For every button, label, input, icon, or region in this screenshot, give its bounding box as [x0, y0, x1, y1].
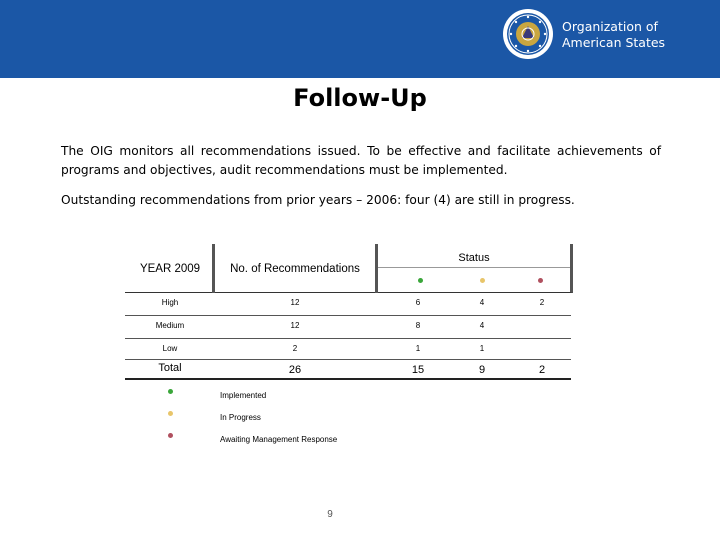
row-label: High	[161, 298, 179, 307]
status-in-progress-dot-icon	[480, 278, 485, 283]
row-status-1: 6	[415, 298, 421, 307]
total-status-1: 15	[411, 364, 425, 376]
row-status-2: 4	[479, 298, 485, 307]
row-count: 2	[292, 344, 298, 353]
legend-label: Implemented	[220, 391, 267, 400]
oas-seal-icon	[502, 8, 554, 60]
organization-name	[562, 19, 712, 51]
status-divider	[378, 267, 570, 268]
row-status-2: 4	[479, 321, 485, 330]
outstanding-paragraph: Outstanding recommendations from prior years – 2006: four (4) are still in progress.	[61, 193, 575, 207]
row-divider	[125, 378, 571, 380]
status-implemented-dot-icon	[418, 278, 423, 283]
status-awaiting-dot-icon	[538, 278, 543, 283]
row-divider	[125, 338, 571, 339]
intro-paragraph: The OIG monitors all recommendations issued. To be effective and facilitate achievements of programs and objectives, audit recommendations must be implemented.	[61, 144, 661, 177]
total-status-2: 9	[478, 364, 486, 376]
row-divider	[125, 315, 571, 316]
legend-label: In Progress	[220, 413, 261, 422]
total-count: 26	[288, 364, 302, 376]
row-status-1: 8	[415, 321, 421, 330]
total-label: Total	[158, 362, 182, 374]
org-name-line1: Organization of	[562, 19, 658, 34]
row-status-2: 1	[479, 344, 485, 353]
legend-awaiting-dot-icon	[168, 433, 173, 438]
row-status-3: 2	[539, 298, 545, 307]
status-header: Status	[458, 252, 490, 264]
row-label: Medium	[155, 321, 185, 330]
page-number: 9	[327, 509, 333, 520]
row-divider	[125, 359, 571, 360]
legend-label: Awaiting Management Response	[220, 435, 338, 444]
org-name-line2: American States	[562, 35, 666, 50]
row-count: 12	[290, 321, 300, 330]
legend-implemented-dot-icon	[168, 389, 173, 394]
row-status-1: 1	[415, 344, 421, 353]
legend-in-progress-dot-icon	[168, 411, 173, 416]
page-title: Follow-Up	[293, 84, 427, 112]
row-count: 12	[290, 298, 300, 307]
row-label: Low	[162, 344, 178, 353]
total-status-3: 2	[538, 364, 546, 376]
year-header: YEAR 2009	[139, 263, 201, 275]
count-header: No. of Recommendations	[230, 263, 360, 275]
